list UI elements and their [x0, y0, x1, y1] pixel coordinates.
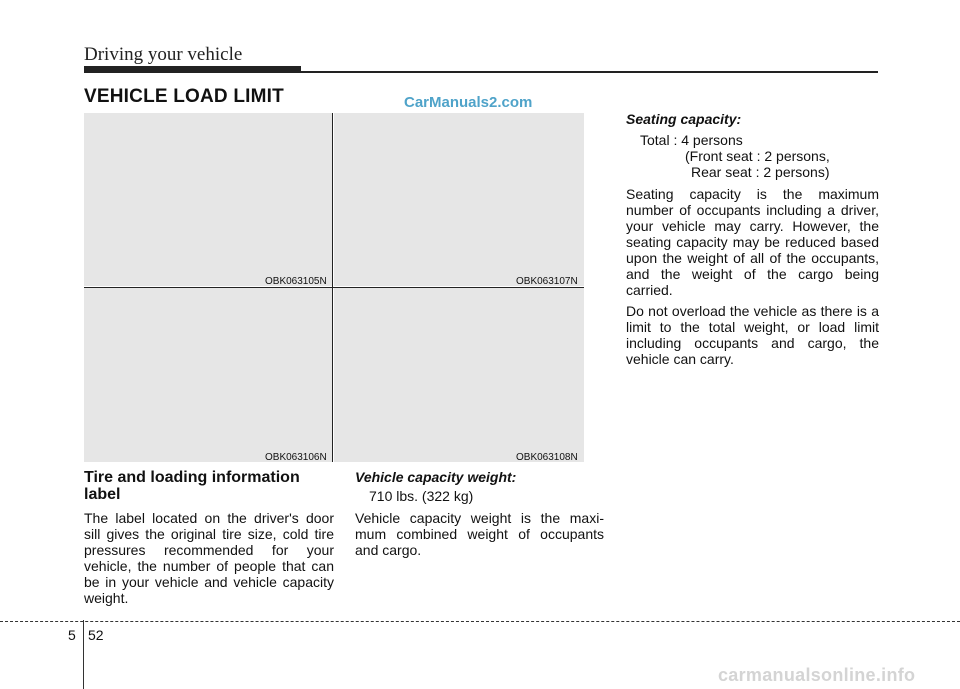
vehicle-capacity-heading: Vehicle capacity weight: [355, 469, 517, 485]
header-rule-thin [84, 71, 878, 73]
footer-chapter-number: 5 [68, 627, 76, 643]
page-header-title: Driving your vehicle [84, 44, 243, 65]
figure-bottom-left [84, 288, 333, 462]
seating-capacity-heading: Seating capacity: [626, 111, 742, 127]
section-title: VEHICLE LOAD LIMIT [84, 86, 284, 107]
tire-label-body: The label located on the driver's door sill gives the original tire size, cold tire pressures recommended for your vehicle, the number of people that can be in your vehicle and vehicle capacity weight. [84, 510, 334, 606]
figure-code: OBK063108N [516, 452, 578, 463]
tire-label-heading: Tire and loading information label [84, 469, 300, 503]
figure-divider-horizontal [84, 287, 584, 288]
watermark-bottom: carmanualsonline.info [718, 665, 916, 685]
figure-code: OBK063106N [265, 452, 327, 463]
seating-rear: Rear seat : 2 persons) [691, 164, 830, 180]
seating-paragraph-1: Seating capacity is the maximum number of occupants including a driver, your vehicle may carry. However, the seating capacity may be reduced based upon the weight of all of the occupants, and the weight of the cargo being carried. [626, 186, 879, 298]
figure-top-left [84, 113, 333, 286]
figure-code: OBK063105N [265, 276, 327, 287]
seating-front: (Front seat : 2 persons, [685, 148, 830, 164]
vehicle-capacity-value: 710 lbs. (322 kg) [369, 488, 474, 504]
watermark-top: CarManuals2.com [404, 94, 533, 111]
footer-vertical-rule [83, 620, 84, 689]
figure-top-right [334, 113, 584, 286]
vehicle-capacity-body: Vehicle capacity weight is the maxi-mum combined weight of occupants and cargo. [355, 510, 604, 558]
seating-total: Total : 4 persons [640, 132, 743, 148]
footer-page-number: 52 [88, 627, 104, 643]
seating-paragraph-2: Do not overload the vehicle as there is a limit to the total weight, or load limit including occupants and cargo, the vehicle can carry. [626, 303, 879, 367]
figure-bottom-right [334, 288, 584, 462]
footer-dashed-rule [0, 621, 960, 622]
figure-code: OBK063107N [516, 276, 578, 287]
